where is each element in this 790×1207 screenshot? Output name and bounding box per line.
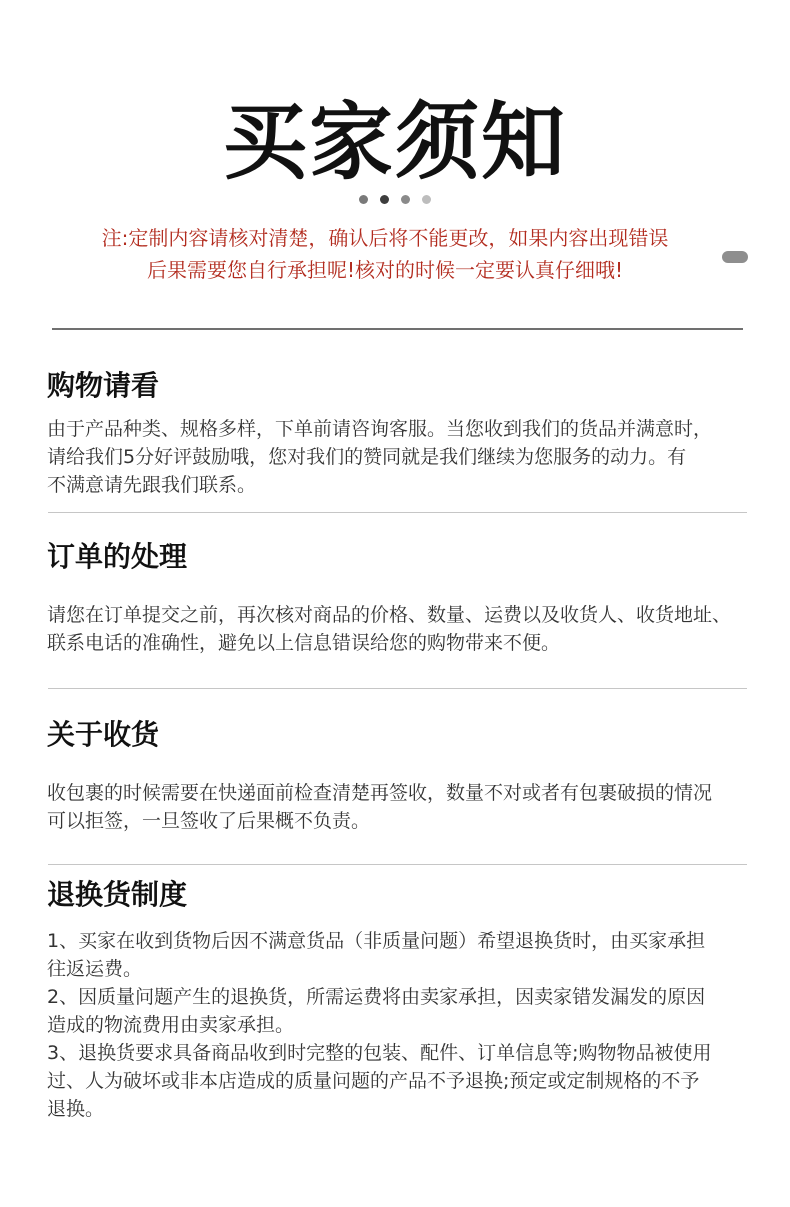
scroll-handle[interactable] <box>722 251 748 263</box>
section-receiving <box>47 717 767 835</box>
section-text-line: 3、退换货要求具备商品收到时完整的包装、配件、订单信息等;购物物品被使用 <box>47 1042 712 1064</box>
section-text-line: 由于产品种类、规格多样，下单前请咨询客服。当您收到我们的货品并满意时， <box>47 418 713 440</box>
section-text-line: 往返运费。 <box>47 958 143 980</box>
section-heading: 退换货制度 <box>47 878 188 911</box>
section-text-line: 退换。 <box>47 1098 105 1120</box>
divider <box>48 512 747 513</box>
divider <box>48 864 747 865</box>
section-text-line: 过、人为破坏或非本店造成的质量问题的产品不予退换;预定或定制规格的不予 <box>47 1070 700 1092</box>
section-return-policy <box>47 877 767 1123</box>
section-shopping-notes <box>47 368 767 499</box>
section-text-line: 1、买家在收到货物后因不满意货品（非质量问题）希望退换货时，由买家承担 <box>47 930 706 952</box>
notice-line-1: 注:定制内容请核对清楚，确认后将不能更改，如果内容出现错误 <box>101 226 669 250</box>
section-text-line: 可以拒签，一旦签收了后果概不负责。 <box>47 810 371 832</box>
section-heading: 购物请看 <box>47 369 160 402</box>
carousel-dot[interactable] <box>401 195 410 204</box>
section-text-line: 请给我们5分好评鼓励哦，您对我们的赞同就是我们继续为您服务的动力。有 <box>47 446 687 468</box>
section-text-line: 不满意请先跟我们联系。 <box>47 474 257 496</box>
section-heading: 订单的处理 <box>47 540 188 573</box>
section-heading: 关于收货 <box>47 718 160 751</box>
section-text-line: 联系电话的准确性，避免以上信息错误给您的购物带来不便。 <box>47 632 561 654</box>
divider <box>52 328 743 330</box>
carousel-dot[interactable] <box>359 195 368 204</box>
page-title: 买家须知 <box>222 93 567 191</box>
section-text-line: 请您在订单提交之前，再次核对商品的价格、数量、运费以及收货人、收货地址、 <box>47 604 732 626</box>
carousel-dot[interactable] <box>422 195 431 204</box>
carousel-dots <box>0 195 790 204</box>
divider <box>48 688 747 689</box>
section-text-line: 造成的物流费用由卖家承担。 <box>47 1014 295 1036</box>
custom-order-notice <box>60 222 710 286</box>
carousel-dot-active[interactable] <box>380 195 389 204</box>
notice-line-2: 后果需要您自行承担呢!核对的时候一定要认真仔细哦! <box>146 258 624 282</box>
section-text-line: 收包裹的时候需要在快递面前检查清楚再签收，数量不对或者有包裹破损的情况 <box>47 782 713 804</box>
section-order-processing <box>47 539 767 657</box>
section-text-line: 2、因质量问题产生的退换货，所需运费将由卖家承担，因卖家错发漏发的原因 <box>47 986 706 1008</box>
